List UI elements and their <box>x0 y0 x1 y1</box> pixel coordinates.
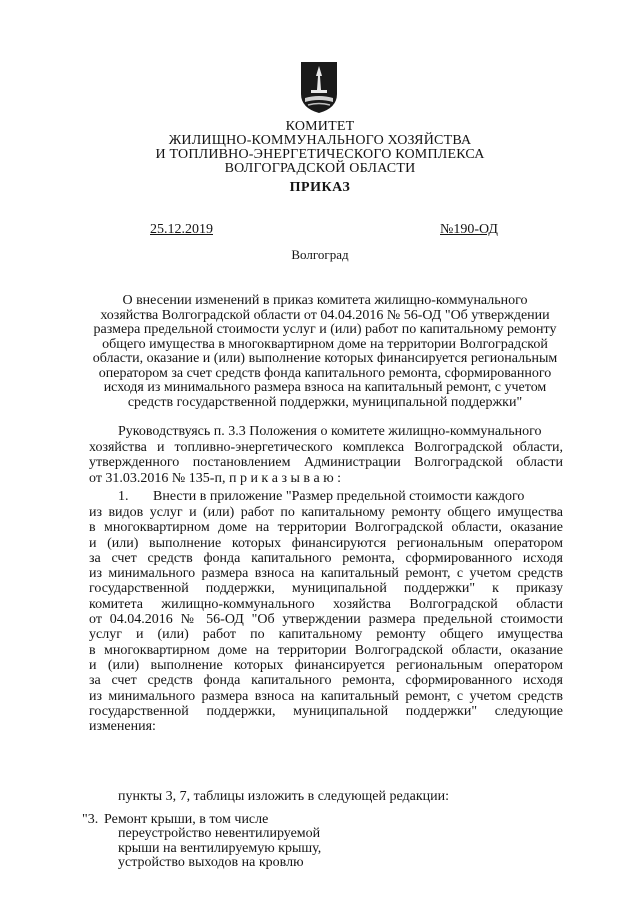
clause-line: из минимального размера взноса на капитальный ремонт, с учетом средств <box>89 566 563 582</box>
order-title <box>70 294 580 410</box>
preamble-line: хозяйства и топливно-энергетического комплекса Волгоградской области, <box>89 440 563 455</box>
item-line: крыши на вентилируемую крышу, <box>118 840 322 856</box>
preamble-line: от 31.03.2016 № 135-п, п р и к а з ы в а ю : <box>89 470 342 486</box>
clause-line: из минимального размера взноса на капитальный ремонт, с учетом средств <box>89 688 563 704</box>
item-line: устройство выходов на кровлю <box>118 854 304 870</box>
title-line: хозяйства Волгоградской области от 04.04.2016 № 56-ОД "Об утверждении <box>100 307 550 323</box>
title-line: размера предельной стоимости услуг и (или) работ по капитальному ремонту <box>93 322 557 337</box>
title-line: средств государственной поддержки, муниципальной поддержки" <box>127 394 523 410</box>
org-line-4: ВОЛГОГРАДСКОЙ ОБЛАСТИ <box>224 161 416 176</box>
title-line: О внесении изменений в приказ комитета жилищно-коммунального <box>122 293 528 308</box>
clause-line: комитета жилищно-коммунального хозяйства Волгоградской области <box>89 596 563 612</box>
item-line: Ремонт крыши, в том числе <box>104 812 269 827</box>
order-date: 25.12.2019 <box>150 222 213 237</box>
clause-line: изменения: <box>89 719 156 735</box>
clause-line: в многоквартирном доме на территории Волгоградской области, оказание <box>89 520 563 536</box>
org-line-1: КОМИТЕТ <box>285 119 355 134</box>
clause-line: от 04.04.2016 № 56-ОД "Об утверждении размера предельной стоимости <box>89 612 563 628</box>
clause-line: государственной поддержки, муниципальной поддержки" следующие <box>89 703 563 719</box>
item-number: "3. <box>82 812 99 827</box>
preamble <box>89 440 563 486</box>
clause-line: за счет средств фонда капитального ремонта, сформированного исходя <box>89 673 563 689</box>
org-line-2: ЖИЛИЩНО-КОММУНАЛЬНОГО ХОЗЯЙСТВА <box>168 133 472 148</box>
clause-line: в многоквартирном доме на территории Волгоградской области, оказание <box>89 642 563 658</box>
clause-line: и (или) выполнение которых финансируются региональным оператором <box>89 535 563 551</box>
preamble-first-line: Руководствуясь п. 3.3 Положения о комитете жилищно-коммунального <box>118 424 542 439</box>
title-line: оператором за счет средств фонда капитального ремонта, сформированного <box>98 365 552 381</box>
preamble-line: утвержденного постановлением Администрации Волгоградской области <box>89 455 563 471</box>
clause-line: государственной поддержки, муниципальной поддержки" к приказу <box>89 581 563 597</box>
coat-of-arms-emblem <box>299 60 339 114</box>
clause-1-body <box>89 505 563 734</box>
clause-line: из видов услуг и (или) работ по капитальному ремонту общего имущества <box>89 505 563 520</box>
city: Волгоград <box>291 247 349 262</box>
title-line: исходя из минимального размера взноса на капитальный ремонт, с учетом <box>103 380 547 395</box>
title-line: общего имущества в многоквартирном доме на территории Волгоградской <box>102 336 548 352</box>
item-line: переустройство невентилируемой <box>118 826 321 842</box>
clause-first-line: Внести в приложение "Размер предельной стоимости каждого <box>153 489 525 504</box>
clause-line: за счет средств фонда капитального ремонта, сформированного исходя <box>89 550 563 566</box>
clause-line: и (или) выполнение которых финансируется региональным оператором <box>89 657 563 673</box>
org-line-3: И ТОПЛИВНО-ЭНЕРГЕТИЧЕСКОГО КОМПЛЕКСА <box>155 147 485 162</box>
title-line: области, оказание и (или) выполнение которых финансируется региональным <box>92 351 558 366</box>
instruction: пункты 3, 7, таблицы изложить в следующей редакции: <box>118 789 450 804</box>
document-type: ПРИКАЗ <box>289 180 351 195</box>
order-number: №190-ОД <box>440 222 498 237</box>
table-item-3 <box>82 812 322 870</box>
clause-number: 1. <box>118 489 129 504</box>
clause-line: услуг и (или) работ по капитальному ремонту общего имущества <box>89 627 563 643</box>
